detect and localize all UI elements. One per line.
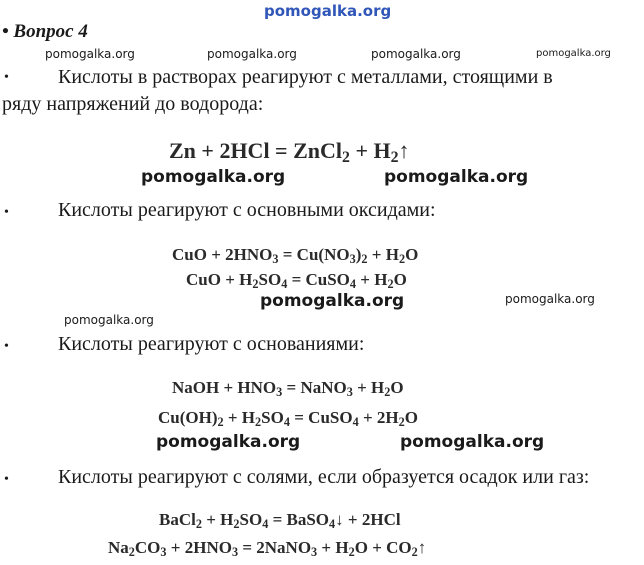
heading-title: Вопрос 4: [13, 21, 88, 42]
watermark: pomogalka.org: [260, 291, 405, 311]
equation-cuo-hno3: CuO + $2HNO_3 = Cu(NO_3)_2 + H_2O$: [172, 245, 419, 267]
equation-cuo-h2so4: CuO + $H_2SO_4$ = CuSO$_4$ + $H_2O$: [186, 270, 407, 292]
bullet-point: •: [4, 205, 9, 220]
item-3-text: Кислоты реагируют с основаниями:: [58, 333, 365, 355]
watermark: pomogalka.org: [156, 432, 301, 452]
bullet-point: •: [4, 472, 9, 487]
watermark: pomogalka.org: [45, 47, 135, 61]
item-4-text: Кислоты реагируют с солями, если образуется осадок или газ:: [58, 466, 590, 488]
equation-cuoh2-h2so4: $Cu(OH)_2 + H_2SO_4$ = CuSO$_4$ + $2H_2O$: [158, 408, 418, 430]
item-1-text-line1: Кислоты в растворах реагируют с металлами, стоящими в: [58, 66, 553, 88]
watermark: pomogalka.org: [141, 167, 286, 187]
heading-bullet: •: [2, 21, 9, 42]
watermark: pomogalka.org: [64, 313, 154, 327]
watermark: pomogalka.org: [371, 47, 461, 61]
watermark: pomogalka.org: [536, 48, 611, 59]
equation-zn-hcl: Zn + 2HCl = ZnCl$_2$ + $H_2↑$: [169, 138, 410, 166]
item-2-text: Кислоты реагируют с основными оксидами:: [58, 199, 436, 221]
watermark: pomogalka.org: [207, 47, 297, 61]
question-heading: [2, 21, 88, 43]
watermark-top: pomogalka.org: [264, 2, 392, 20]
bullet-point: •: [4, 70, 9, 85]
watermark: pomogalka.org: [505, 292, 595, 306]
watermark: pomogalka.org: [384, 167, 529, 187]
bullet-point: •: [4, 339, 9, 354]
equation-na2co3-hno3: $Na_2CO_3 + 2HNO_3$ = 2NaNO$_3$ + $H_2O$ + $CO_2↑$: [108, 538, 427, 560]
item-1-text-line2: ряду напряжений до водорода:: [2, 93, 264, 115]
equation-naoh-hno3: NaOH + $HNO_3$ = NaNO$_3$ + $H_2O$: [172, 378, 404, 400]
watermark: pomogalka.org: [400, 432, 545, 452]
equation-bacl2-h2so4: BaCl$_2$ + $H_2SO_4$ = BaSO$_4$↓ + 2HCl: [159, 510, 401, 532]
